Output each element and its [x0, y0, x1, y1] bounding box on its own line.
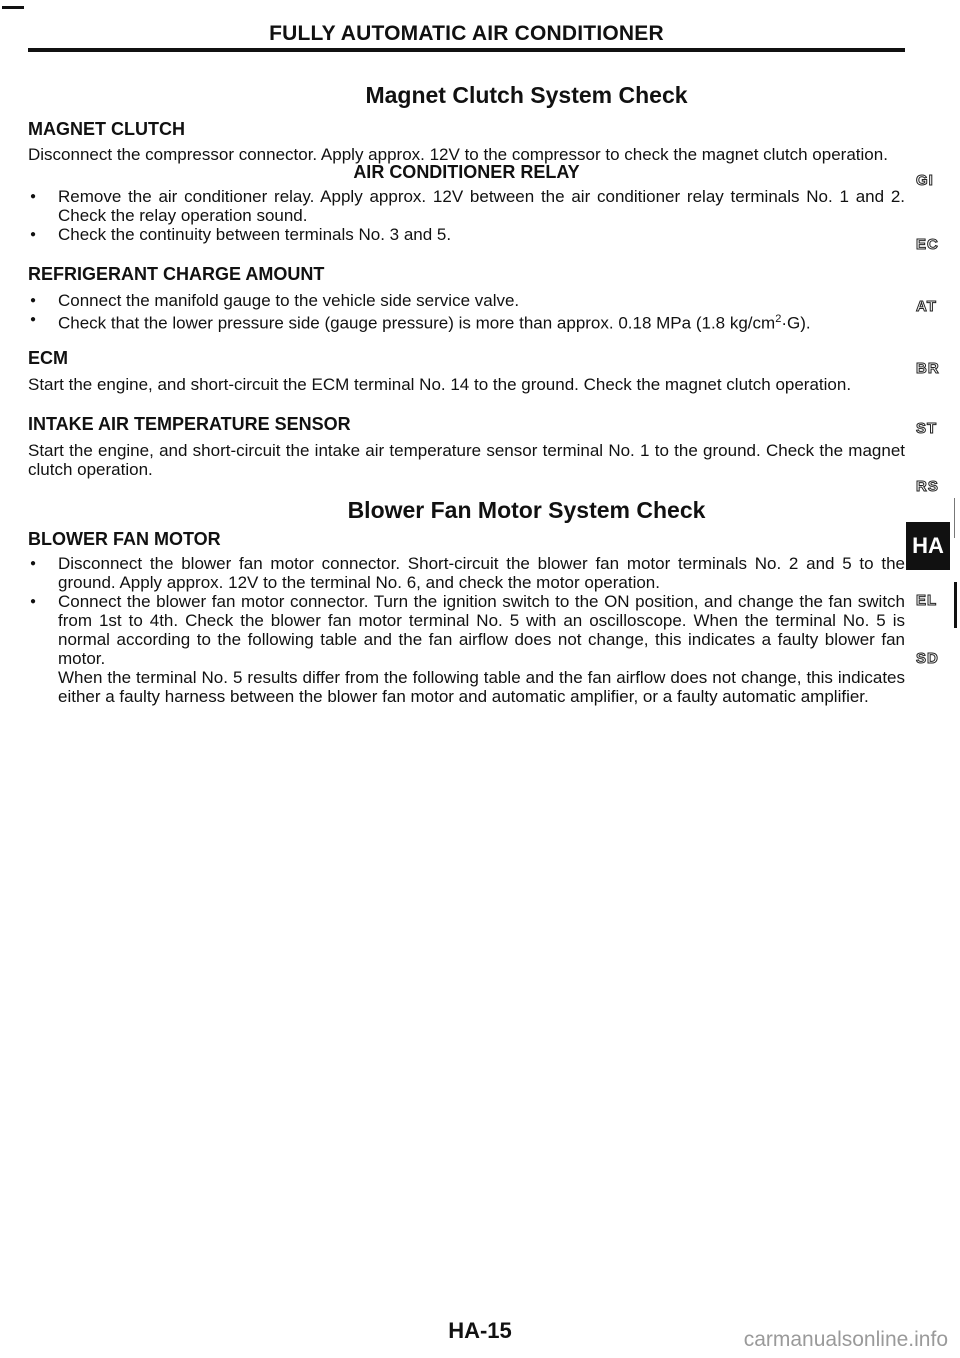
blower-bullet-item: ● Disconnect the blower fan motor connector. Short-circuit the blower fan motor terminals No. 2 and 5 to the ground. Apply approx. 12V to the terminal No. 6, and check the motor operation. — [28, 554, 905, 592]
relay-bullet-item: ● Remove the air conditioner relay. Apply approx. 12V between the air conditioner relay terminals No. 1 and 2. Check the relay operation sound. — [28, 187, 905, 225]
side-index-tabs — [906, 0, 960, 1358]
side-tab-gi[interactable]: GI — [916, 172, 934, 189]
side-tab-st[interactable]: ST — [916, 420, 938, 437]
blower-heading: BLOWER FAN MOTOR — [28, 528, 221, 549]
magnet-clutch-section-title: Magnet Clutch System Check — [365, 82, 688, 108]
intake-heading: INTAKE AIR TEMPERATURE SENSOR — [28, 413, 351, 434]
watermark-text: carmanualsonline.info — [743, 1328, 948, 1351]
side-tab-el[interactable]: EL — [916, 592, 938, 609]
header-rule — [28, 48, 905, 52]
side-tab-ec[interactable]: EC — [916, 236, 939, 253]
magnet-clutch-heading: MAGNET CLUTCH — [28, 119, 185, 139]
page-header-title: FULLY AUTOMATIC AIR CONDITIONER — [269, 22, 664, 45]
corner-mark — [2, 6, 24, 9]
blower-bullet-continuation: When the terminal No. 5 results differ from the following table and the fan airflow does not change, this indicates either a faulty harness between the blower fan motor and automatic amplifier, or a faulty automatic amplifier. — [58, 667, 905, 706]
blower-bullet-list — [28, 554, 905, 706]
refrigerant-bullet-item — [28, 310, 905, 333]
refrigerant-bullet-list — [28, 291, 905, 333]
refrigerant-text: Check that the lower pressure side (gauge pressure) is more than approx. 0.18 MPa (1.8 kg/cm — [58, 313, 776, 333]
superscript: 2 — [775, 313, 782, 325]
side-divider — [954, 498, 955, 538]
side-tab-ha-active[interactable]: HA — [906, 522, 950, 570]
blower-section-title: Blower Fan Motor System Check — [347, 496, 706, 523]
ecm-text: Start the engine, and short-circuit the ECM terminal No. 14 to the ground. Check the magnet clutch operation. — [28, 374, 852, 394]
side-tab-rs[interactable]: RS — [916, 478, 939, 495]
relay-bullet-list — [28, 187, 905, 244]
magnet-clutch-text: Disconnect the compressor connector. Apply approx. 12V to the compressor to check the magnet clutch operation. — [28, 145, 888, 164]
page-number: HA-15 — [448, 1318, 512, 1343]
side-tab-br[interactable]: BR — [916, 360, 940, 377]
side-tab-at[interactable]: AT — [916, 298, 937, 315]
refrigerant-text-end: ·G). — [781, 313, 811, 333]
ecm-heading: ECM — [28, 347, 68, 368]
blower-bullet-item — [28, 592, 905, 706]
side-tab-sd[interactable]: SD — [916, 650, 939, 667]
refrigerant-heading: REFRIGERANT CHARGE AMOUNT — [28, 264, 325, 284]
page-content — [28, 80, 905, 706]
intake-text: Start the engine, and short-circuit the intake air temperature sensor terminal No. 1 to the ground. Check the magnet clutch operation. — [28, 440, 905, 479]
relay-bullet-item: ● Check the continuity between terminals No. 3 and 5. — [28, 225, 905, 244]
refrigerant-bullet-item: ● Connect the manifold gauge to the vehicle side service valve. — [28, 291, 905, 310]
relay-heading: AIR CONDITIONER RELAY — [353, 162, 580, 182]
blower-bullet-text: Connect the blower fan motor connector. Turn the ignition switch to the ON position, and change the fan switch from 1st to 4th. Check the blower fan motor terminal No. 5 with an oscilloscope. When the terminal No. 5 is normal according to the following table and the fan airflow does not change, this indicates a faulty blower fan motor. — [58, 591, 905, 668]
side-marker-bar — [954, 582, 957, 628]
